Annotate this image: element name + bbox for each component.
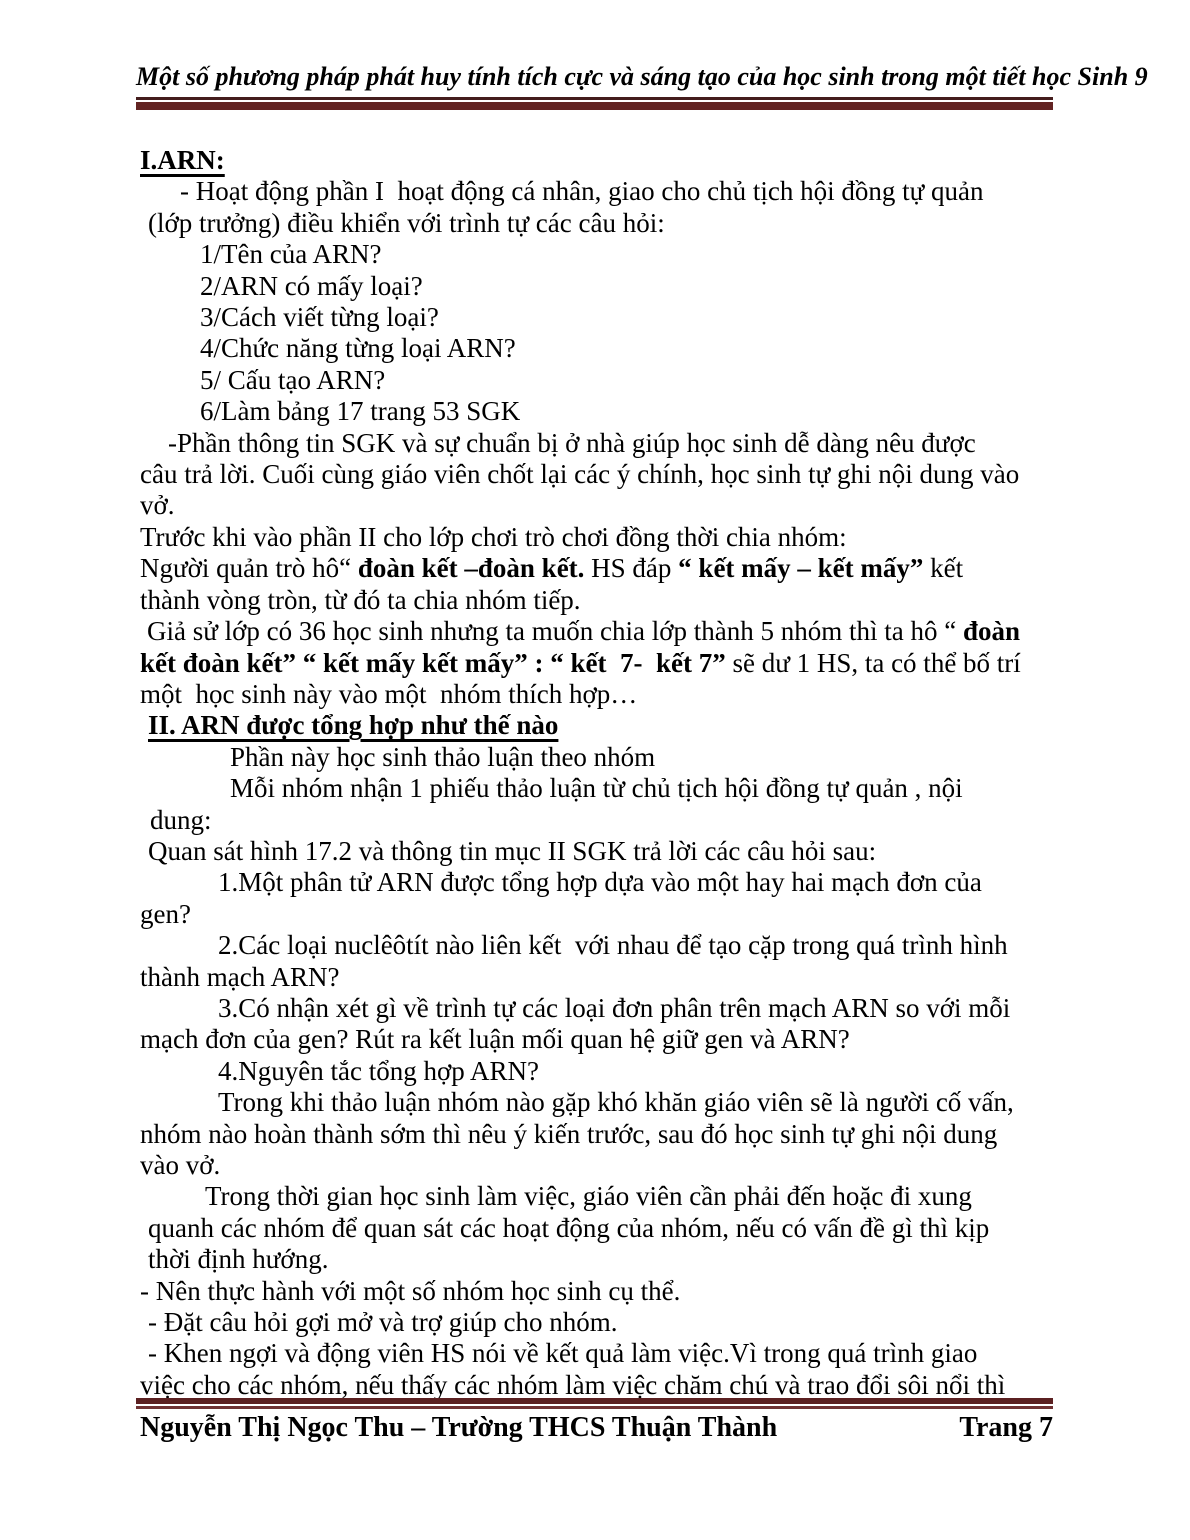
- text-segment: 6/Làm bảng 17 trang 53 SGK: [200, 396, 521, 427]
- footer-author: Nguyễn Thị Ngọc Thu – Trường THCS Thuận Thành: [140, 1412, 778, 1443]
- text-segment: thành vòng tròn, từ đó ta chia nhóm tiếp.: [140, 584, 581, 615]
- text-line: [140, 1213, 1053, 1244]
- text-segment: - Khen ngợi và động viên HS nói về kết quả làm việc.Vì trong quá trình giao: [148, 1338, 978, 1369]
- text-segment: “ kết mấy – kết mấy”: [678, 553, 924, 584]
- header-divider: [136, 97, 1053, 110]
- document-body: [140, 145, 1053, 1401]
- text-segment: Trong thời gian học sinh làm việc, giáo viên cần phải đến hoặc đi xung: [205, 1181, 972, 1212]
- text-line: [140, 522, 1053, 553]
- text-line: [140, 490, 1053, 521]
- text-segment: 1/Tên của ARN?: [200, 239, 382, 270]
- text-line: [140, 679, 1053, 710]
- text-line: [140, 1024, 1053, 1055]
- text-segment: việc cho các nhóm, nếu thấy các nhóm làm việc chăm chú và trao đổi sôi nổi thì: [140, 1369, 1006, 1400]
- text-line: [140, 1181, 1053, 1212]
- section-heading: [140, 710, 1053, 741]
- text-segment: 4.Nguyên tắc tổng hợp ARN?: [218, 1055, 539, 1086]
- text-segment: 5/ Cấu tạo ARN?: [200, 364, 386, 395]
- page-footer: [140, 1412, 1053, 1444]
- text-line: [140, 239, 1053, 270]
- page-header-title: Một số phương pháp phát huy tính tích cực và sáng tạo của học sinh trong một tiết học Sinh 9: [136, 62, 1148, 91]
- text-segment: Phần này học sinh thảo luận theo nhóm: [230, 741, 656, 772]
- text-line: [140, 1244, 1053, 1275]
- text-line: [140, 1276, 1053, 1307]
- text-line: [140, 1056, 1053, 1087]
- footer-divider: [136, 1398, 1053, 1409]
- text-segment: - Đặt câu hỏi gợi mở và trợ giúp cho nhóm.: [148, 1307, 618, 1338]
- text-segment: mạch đơn của gen? Rút ra kết luận mối quan hệ giữ gen và ARN?: [140, 1024, 850, 1055]
- text-line: [140, 428, 1053, 459]
- text-segment: sẽ dư 1 HS, ta có thể bố trí: [725, 647, 1021, 678]
- text-line: [140, 271, 1053, 302]
- text-segment: 1.Một phân tử ARN được tổng hợp dựa vào một hay hai mạch đơn của: [218, 867, 982, 898]
- text-segment: Quan sát hình 17.2 và thông tin mục II SGK trả lời các câu hỏi sau:: [148, 835, 877, 866]
- text-segment: 2.Các loại nuclêôtít nào liên kết với nhau để tạo cặp trong quá trình hình: [218, 930, 1008, 961]
- text-line: [140, 1119, 1053, 1150]
- text-segment: Mỗi nhóm nhận 1 phiếu thảo luận từ chủ tịch hội đồng tự quản , nội: [230, 773, 963, 804]
- text-segment: Trước khi vào phần II cho lớp chơi trò chơi đồng thời chia nhóm:: [140, 521, 847, 552]
- text-line: [140, 773, 1053, 804]
- text-segment: Trong khi thảo luận nhóm nào gặp khó khăn giáo viên sẽ là người cố vấn,: [218, 1087, 1014, 1118]
- section-heading: [140, 145, 1053, 176]
- text-segment: thời định hướng.: [148, 1244, 329, 1275]
- text-line: [140, 616, 1053, 647]
- text-segment: một học sinh này vào một nhóm thích hợp…: [140, 678, 638, 709]
- text-segment: -Phần thông tin SGK và sự chuẩn bị ở nhà giúp học sinh dễ dàng nêu được: [168, 427, 976, 458]
- text-line: [140, 365, 1053, 396]
- text-segment: kết đoàn kết” “ kết mấy kết mấy” : “ kết 7- kết 7”: [140, 647, 726, 678]
- text-line: [140, 396, 1053, 427]
- text-segment: HS đáp: [584, 553, 679, 584]
- text-line: [140, 962, 1053, 993]
- text-line: [140, 1087, 1053, 1118]
- text-line: [140, 302, 1053, 333]
- text-line: [140, 553, 1053, 584]
- text-segment: câu trả lời. Cuối cùng giáo viên chốt lại các ý chính, học sinh tự ghi nội dung vào: [140, 459, 1020, 490]
- text-line: [140, 1338, 1053, 1369]
- footer-page-number: Trang 7: [959, 1412, 1053, 1443]
- text-segment: 2/ARN có mấy loại?: [200, 270, 423, 301]
- text-line: [140, 867, 1053, 898]
- text-segment: - Nên thực hành với một số nhóm học sinh cụ thể.: [140, 1275, 681, 1306]
- text-segment: 3.Có nhận xét gì về trình tự các loại đơn phân trên mạch ARN so với mỗi: [218, 992, 1011, 1023]
- text-segment: vở.: [140, 490, 175, 521]
- text-segment: thành mạch ARN?: [140, 961, 340, 992]
- text-segment: đoàn kết –đoàn kết.: [357, 553, 585, 584]
- text-segment: quanh các nhóm để quan sát các hoạt động của nhóm, nếu có vấn đề gì thì kịp: [148, 1212, 990, 1243]
- text-line: [140, 805, 1053, 836]
- text-line: [140, 585, 1053, 616]
- text-segment: Người quản trò hô“: [140, 553, 358, 584]
- text-line: [140, 993, 1053, 1024]
- text-line: [140, 836, 1053, 867]
- text-line: [140, 1307, 1053, 1338]
- text-segment: gen?: [140, 898, 191, 929]
- text-line: [140, 208, 1053, 239]
- text-segment: vào vở.: [140, 1150, 221, 1180]
- text-line: [140, 742, 1053, 773]
- text-line: [140, 648, 1053, 679]
- text-segment: (lớp trưởng) điều khiển với trình tự các câu hỏi:: [148, 207, 665, 238]
- text-line: [140, 333, 1053, 364]
- text-line: [140, 1370, 1053, 1401]
- text-segment: nhóm nào hoàn thành sớm thì nêu ý kiến trước, sau đó học sinh tự ghi nội dung: [140, 1118, 998, 1149]
- text-segment: 4/Chức năng từng loại ARN?: [200, 333, 516, 364]
- text-segment: I.ARN:: [140, 145, 225, 175]
- text-line: [140, 176, 1053, 207]
- text-line: [140, 459, 1053, 490]
- text-segment: - Hoạt động phần I hoạt động cá nhân, giao cho chủ tịch hội đồng tự quản: [180, 176, 984, 207]
- text-segment: đoàn: [962, 616, 1021, 647]
- text-segment: Giả sử lớp có 36 học sinh nhưng ta muốn chia lớp thành 5 nhóm thì ta hô “: [147, 616, 963, 647]
- text-segment: dung:: [150, 804, 212, 835]
- text-segment: 3/Cách viết từng loại?: [200, 302, 439, 333]
- text-segment: kết: [923, 553, 964, 584]
- text-segment: II. ARN được tổng hợp như thế nào: [148, 710, 559, 741]
- text-line: [140, 899, 1053, 930]
- text-line: [140, 1150, 1053, 1181]
- text-line: [140, 930, 1053, 961]
